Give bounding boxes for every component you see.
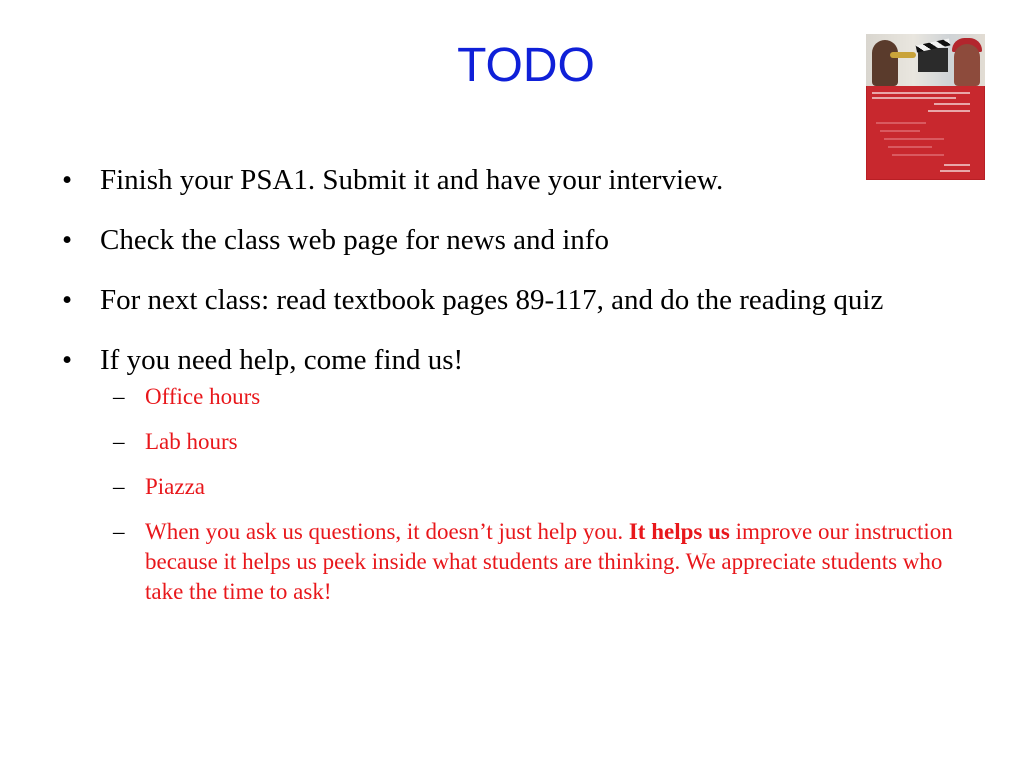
slide-title: TODO (457, 39, 595, 92)
bullet-item (62, 222, 972, 258)
cover-code-line (876, 122, 926, 124)
bullet-marker: • (62, 224, 73, 256)
sub-bullet-item (100, 517, 972, 607)
cover-code-line (888, 146, 932, 148)
cover-code-line (892, 154, 944, 156)
bullet-text: If you need help, come find us! (100, 344, 464, 376)
bullet-marker: • (62, 164, 73, 196)
book-cover-image (866, 34, 985, 180)
sub-bullet-text-bold: It helps us (628, 519, 730, 544)
cover-code-line (884, 138, 944, 140)
bullet-list (62, 162, 972, 622)
sub-bullet-item (100, 382, 972, 412)
sub-bullet-item (100, 472, 972, 502)
sub-bullet-text: Piazza (145, 474, 206, 499)
sub-bullet-text-after: improve our instruction because it helps us peek inside what students are thinking. We appreciate students who take the time to ask! (145, 519, 953, 604)
sub-bullet-marker: – (113, 429, 125, 454)
bullet-marker: • (62, 284, 73, 316)
cover-clapperboard (918, 48, 948, 72)
bullet-text: Check the class web page for news and info (100, 224, 609, 256)
cover-title-line (872, 92, 970, 94)
cover-person (954, 44, 980, 86)
cover-title-line (872, 97, 956, 99)
sub-bullet-marker: – (113, 384, 125, 409)
cover-code-line (880, 130, 920, 132)
sub-bullet-text-before: When you ask us questions, it doesn’t just help you. (145, 519, 629, 544)
bullet-item (62, 162, 972, 198)
sub-bullet-item (100, 427, 972, 457)
sub-bullet-marker: – (113, 474, 125, 499)
sub-bullet-marker: – (113, 519, 125, 544)
cover-subtitle-line (928, 110, 970, 112)
bullet-text: For next class: read textbook pages 89-117, and do the reading quiz (100, 284, 884, 316)
bullet-marker: • (62, 344, 73, 376)
cover-subtitle-line (934, 103, 970, 105)
sub-bullet-text: Office hours (145, 384, 261, 409)
sub-bullet-text: Lab hours (145, 429, 238, 454)
sub-bullet-list (100, 382, 972, 607)
bullet-item (62, 342, 972, 378)
cover-trumpet (890, 52, 916, 58)
bullet-item (62, 282, 972, 318)
cover-trumpet-player (872, 40, 898, 86)
bullet-text: Finish your PSA1. Submit it and have your interview. (100, 164, 724, 196)
